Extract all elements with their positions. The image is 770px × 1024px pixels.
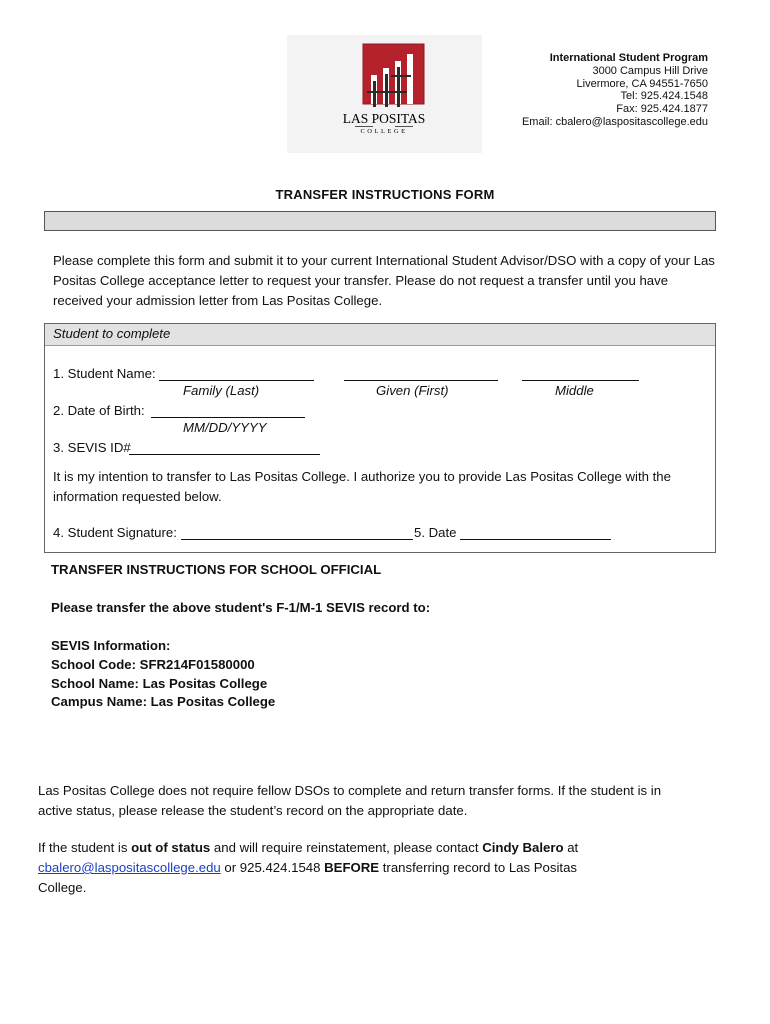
form-title: TRANSFER INSTRUCTIONS FORM [275, 187, 495, 202]
signature-field[interactable] [181, 539, 413, 540]
address-line-1: 3000 Campus Hill Drive [592, 64, 708, 77]
student-section-heading [45, 324, 715, 346]
contact-header [522, 52, 708, 129]
transfer-instruction: Please transfer the above student's F-1/M-1 SEVIS record to: [51, 600, 431, 615]
family-name-field[interactable] [159, 380, 314, 381]
sevis-info-heading: SEVIS Information: [51, 638, 171, 653]
student-name-label: 1. Student Name: [53, 366, 156, 381]
dob-caption: MM/DD/YYYY [183, 420, 267, 435]
address-line-2: Livermore, CA 94551-7650 [576, 77, 708, 90]
dso-note: Las Positas College does not require fellow DSOs to complete and return transfer forms. If the student is in active status, please release the student’s record on the appropriate date. [38, 783, 662, 818]
logo-college: COLLEGE [360, 128, 408, 135]
fax: Fax: 925.424.1877 [616, 103, 708, 116]
logo-name: LAS POSITAS [342, 111, 426, 126]
given-caption: Given (First) [376, 383, 449, 398]
intro-paragraph: Please complete this form and submit it to your current International Student Advisor/DSO with a copy of your Las Positas College acceptance letter to request your transfer. Please do not request a transfer until you have received your admission letter from Las Positas College. [53, 253, 715, 308]
note-text: transferring record to Las Positas College. [38, 860, 577, 895]
note-text: and will require reinstatement, please contact [210, 840, 483, 855]
official-heading: TRANSFER INSTRUCTIONS FOR SCHOOL OFFICIAL [51, 562, 382, 577]
sevis-id-field[interactable] [129, 454, 320, 455]
note-bold-status: out of status [131, 840, 211, 855]
contact-phone: or 925.424.1548 [220, 860, 325, 875]
contact-name: Cindy Balero [482, 840, 564, 855]
student-section [44, 323, 716, 553]
family-caption: Family (Last) [183, 383, 260, 398]
date-field[interactable] [460, 539, 611, 540]
contact-email-link[interactable]: cbalero@laspositascollege.edu [38, 860, 221, 875]
dob-field[interactable] [151, 417, 305, 418]
date-label: 5. Date [414, 525, 457, 540]
student-heading-text: Student to complete [53, 326, 171, 341]
note-text: If the student is [38, 840, 132, 855]
signature-label: 4. Student Signature: [53, 525, 177, 540]
authorization-text: It is my intention to transfer to Las Positas College. I authorize you to provide Las Positas College with the information requested below. [53, 469, 671, 504]
note-text: at [563, 840, 579, 855]
middle-caption: Middle [555, 383, 594, 398]
dob-label: 2. Date of Birth: [53, 403, 145, 418]
logo-mark [287, 35, 482, 153]
email: Email: cbalero@laspositascollege.edu [521, 115, 708, 128]
campus-name: Campus Name: Las Positas College [51, 694, 276, 709]
school-code: School Code: SFR214F01580000 [51, 657, 255, 672]
out-of-status-note [38, 838, 628, 898]
title-bar [44, 211, 716, 231]
program-name: International Student Program [549, 52, 708, 64]
telephone: Tel: 925.424.1548 [620, 90, 708, 103]
college-logo [287, 35, 482, 153]
school-name: School Name: Las Positas College [51, 676, 268, 691]
note-bold-before: BEFORE [324, 860, 380, 875]
given-name-field[interactable] [344, 380, 498, 381]
middle-name-field[interactable] [522, 380, 639, 381]
sevis-id-label: 3. SEVIS ID# [53, 440, 131, 455]
